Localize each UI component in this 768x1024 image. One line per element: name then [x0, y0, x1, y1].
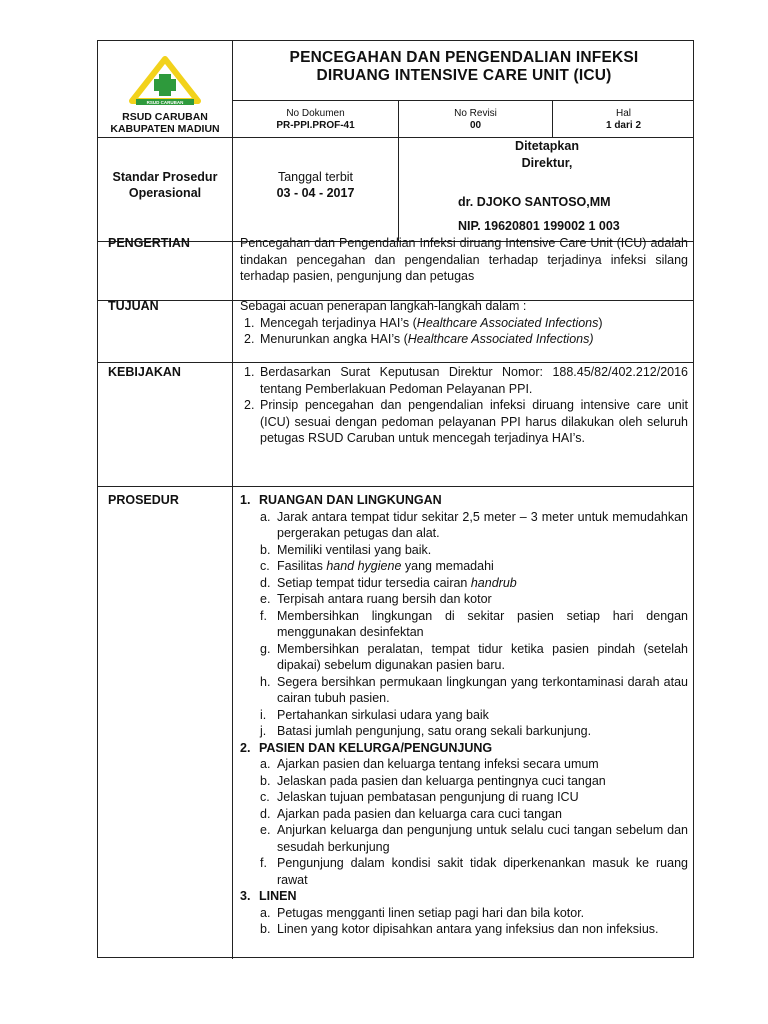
pengertian-label: PENGERTIAN: [108, 236, 190, 250]
direktur: Direktur,: [521, 156, 573, 170]
item-letter: j.: [260, 724, 267, 738]
heading-number: 1.: [240, 493, 251, 507]
item-text: Mencegah terjadinya HAI’s (Healthcare Associated Infections): [260, 315, 603, 330]
prosedur-body: [240, 492, 688, 938]
list-item: [240, 905, 688, 922]
hal-value: 1 dari 2: [605, 120, 642, 131]
heading-number: 2.: [240, 740, 251, 755]
tujuan-body: [240, 298, 688, 348]
item-letter: e.: [260, 823, 271, 837]
list-item: [240, 756, 688, 773]
item-number: 1.: [244, 315, 255, 330]
list-item: [240, 723, 688, 740]
item-letter: a.: [260, 905, 271, 920]
item-number: 1.: [244, 365, 255, 379]
heading-text: PASIEN DAN KELURGA/PENGUNJUNG: [259, 740, 493, 755]
item-text: Menurunkan angka HAI’s (Healthcare Associated Infections): [260, 332, 594, 346]
item-letter: h.: [260, 674, 271, 689]
item-text: Berdasarkan Surat Keputusan Direktur Nomor: 188.45/82/402.212/2016 tentang Pemberlakuan Pedoman Pelayanan PPI.: [260, 365, 688, 396]
list-item: [240, 707, 688, 724]
item-letter: b.: [260, 542, 271, 557]
item-letter: c.: [260, 559, 270, 573]
prosedur-list-1: [240, 509, 688, 740]
item-letter: g.: [260, 641, 271, 656]
divider: [232, 100, 694, 101]
list-item: [240, 921, 688, 938]
kebijakan-label: KEBIJAKAN: [108, 365, 181, 379]
no-dokumen: [233, 108, 398, 132]
no-revisi: [399, 108, 552, 132]
item-text: Anjurkan keluarga dan pengunjung untuk selalu cuci tangan sebelum dan sesudah berkunjung: [277, 823, 688, 854]
section-heading: [240, 492, 688, 509]
item-text: Ajarkan pasien dan keluarga tentang infeksi secara umum: [277, 757, 599, 771]
hospital-regency: KABUPATEN MADIUN: [110, 123, 220, 135]
list-item: [240, 789, 688, 806]
item-text: Terpisah antara ruang bersih dan kotor: [277, 592, 492, 606]
item-text: Jelaskan tujuan pembatasan pengunjung di ruang ICU: [277, 790, 579, 804]
no-dokumen-value: PR-PPI.PROF-41: [276, 120, 355, 131]
hospital-name: RSUD CARUBAN: [122, 111, 208, 123]
item-text: Linen yang kotor dipisahkan antara yang infeksius dan non infeksius.: [277, 922, 659, 936]
sop-document: [97, 40, 694, 958]
list-item: [240, 509, 688, 542]
list-item: [240, 674, 688, 707]
tanggal-label: Tanggal terbit: [277, 170, 354, 184]
divider: [98, 486, 694, 487]
item-text: Membersihkan peralatan, tempat tidur ketika pasien pindah (setelah dipakai) sebelum digunakan pasien baru.: [277, 641, 688, 672]
list-item: [240, 397, 688, 447]
list-item: [240, 608, 688, 641]
divider: [98, 362, 694, 363]
title-line-2: DIRUANG INTENSIVE CARE UNIT (ICU): [316, 67, 612, 84]
title-line-1: PENCEGAHAN DAN PENGENDALIAN INFEKSI: [289, 49, 639, 66]
item-number: 2.: [244, 332, 255, 346]
direktur-name: dr. DJOKO SANTOSO,MM: [458, 195, 611, 209]
heading-text: RUANGAN DAN LINGKUNGAN: [259, 493, 442, 507]
item-text: Prinsip pencegahan dan pengendalian infeksi diruang intensive care unit (ICU) sesuai dengan pedoman pelayanan PPI harus dilakukan oleh seluruh petugas RSUD Caruban untuk mencegah terjadinya HAI’s.: [260, 398, 688, 445]
tujuan-intro: Sebagai acuan penerapan langkah-langkah dalam :: [240, 299, 527, 313]
divider: [232, 241, 233, 959]
sop-label-line-2: Operasional: [128, 186, 202, 200]
item-letter: a.: [260, 509, 271, 524]
halaman: [553, 108, 694, 132]
item-text: Setiap tempat tidur tersedia cairan handrub: [277, 575, 517, 590]
document-title: [233, 49, 695, 85]
item-letter: b.: [260, 922, 271, 936]
item-letter: c.: [260, 790, 270, 804]
list-item: [240, 822, 688, 855]
item-text: Petugas mengganti linen setiap pagi hari dan bila kotor.: [277, 905, 585, 920]
list-item: [240, 542, 688, 559]
list-item: [240, 806, 688, 823]
item-letter: f.: [260, 856, 267, 870]
prosedur-list-3: [240, 905, 688, 938]
section-heading: [240, 740, 688, 757]
item-letter: b.: [260, 773, 271, 788]
item-text: Fasilitas hand hygiene yang memadahi: [277, 559, 494, 573]
hal-label: Hal: [615, 108, 631, 119]
list-item: [240, 591, 688, 608]
no-revisi-label: No Revisi: [454, 108, 497, 119]
item-letter: d.: [260, 575, 271, 590]
direktur-nip: NIP. 19620801 199002 1 003: [458, 219, 620, 233]
item-text: Jelaskan pada pasien dan keluarga pentingnya cuci tangan: [277, 773, 606, 788]
hospital-logo-cell: [98, 41, 232, 137]
heading-text: LINEN: [259, 889, 297, 903]
item-letter: i.: [260, 707, 267, 722]
item-letter: a.: [260, 757, 271, 771]
list-item: [240, 364, 688, 397]
list-item: [240, 641, 688, 674]
item-text: Pertahankan sirkulasi udara yang baik: [277, 707, 489, 722]
prosedur-label: PROSEDUR: [108, 493, 179, 507]
no-dokumen-label: No Dokumen: [286, 108, 345, 119]
list-item: [240, 331, 688, 348]
item-text: Memiliki ventilasi yang baik.: [277, 542, 432, 557]
item-letter: e.: [260, 592, 271, 606]
list-item: [240, 575, 688, 592]
no-revisi-value: 00: [469, 120, 482, 131]
item-text: Membersihkan lingkungan di sekitar pasien setiap hari dengan menggunakan desinfektan: [277, 608, 688, 639]
tujuan-label: TUJUAN: [108, 299, 159, 313]
prosedur-list-2: [240, 756, 688, 888]
list-item: [240, 855, 688, 888]
sop-label-line-1: Standar Prosedur: [112, 170, 218, 184]
list-item: [240, 558, 688, 575]
item-text: Batasi jumlah pengunjung, satu orang sekali barkunjung.: [277, 724, 592, 738]
pengertian-text: Pencegahan dan Pengendalian Infeksi diruang Intensive Care Unit (ICU) adalah tindakan pencegahan dan pengendalian terhadap terjadinya infeksi silang terhadap pasien, pengunjung dan petugas: [240, 236, 688, 283]
heading-number: 3.: [240, 889, 251, 903]
list-item: [240, 315, 688, 332]
kebijakan-body: [240, 364, 688, 447]
svg-text:RSUD CARUBAN: RSUD CARUBAN: [146, 100, 184, 105]
item-letter: d.: [260, 806, 271, 821]
list-item: [240, 773, 688, 790]
item-text: Pengunjung dalam kondisi sakit tidak diperkenankan masuk ke ruang rawat: [277, 856, 688, 887]
item-number: 2.: [244, 398, 255, 412]
sop-label: [98, 169, 232, 201]
tanggal-value: 03 - 04 - 2017: [276, 186, 355, 200]
hospital-logo-icon: [128, 55, 202, 109]
item-text: Jarak antara tempat tidur sekitar 2,5 meter – 3 meter untuk memudahkan pergerakan petugas dan alat.: [277, 509, 688, 540]
tanggal-terbit: [233, 169, 398, 201]
ditetapkan: Ditetapkan: [515, 139, 579, 153]
section-heading: [240, 888, 688, 905]
item-text: Ajarkan pada pasien dan keluarga cara cuci tangan: [277, 806, 562, 821]
item-letter: f.: [260, 608, 267, 623]
item-text: Segera bersihkan permukaan lingkungan yang terkontaminasi darah atau cairan tubuh pasien.: [277, 674, 688, 705]
